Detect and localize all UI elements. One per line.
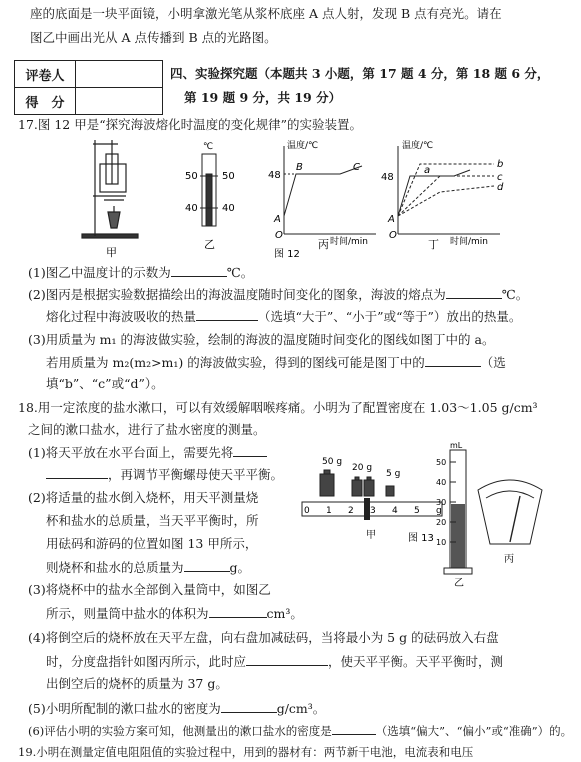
score-cell[interactable] <box>76 88 163 115</box>
q18-p3: (3)将烧杯中的盐水全部倒入量筒中，如图乙 <box>28 582 271 597</box>
ruler-tick-label: 5 <box>414 506 420 516</box>
label-yi-13: 乙 <box>454 578 464 589</box>
balance-dial <box>478 480 542 544</box>
ruler-tick-label: 1 <box>326 506 332 516</box>
grader-label: 评卷人 <box>15 61 76 88</box>
figure-12 <box>0 136 581 260</box>
q19-l1: 19.小明在测量定值电阻阻值的实验过程中，用到的器材有：两节新干电池，电流表和电压 <box>18 745 474 759</box>
thermo-unit: ℃ <box>203 142 214 152</box>
bing-xlabel: 时间/min <box>330 237 369 247</box>
q18-stem-1: 18.用一定浓度的盐水漱口，可以有效缓解咽喉疼痛。小明为了配置密度在 1.03～1.05 g/cm³ <box>18 400 538 415</box>
answer-blank-18-1b[interactable] <box>46 466 108 479</box>
q18-p2-d: 则烧杯和盐水的总质量为 g。 <box>46 560 251 575</box>
q17-p2: (2)图丙是根据实验数据描绘出的海波温度随时间变化的图象，海波的熔点为 ℃。 <box>28 287 529 302</box>
label-ding: 丁 <box>428 238 439 251</box>
weights <box>320 470 394 496</box>
ding-ylabel: 温度/℃ <box>402 141 434 151</box>
ding-48: 48 <box>381 172 394 183</box>
label-jia: 甲 <box>106 246 117 259</box>
q17-p3-cont: 若用质量为 m₂(m₂>m₁) 的海波做实验，得到的图线可能是图丁中的 （选 <box>46 355 506 370</box>
weight-5g: 5 g <box>386 469 401 479</box>
q17-p3: (3)用质量为 m₁ 的海波做实验，绘制的海波的温度随时间变化的图线如图丁中的 a。 <box>28 332 495 347</box>
fig13-caption: 图 13 <box>408 533 434 544</box>
q18-p1: (1)将天平放在水平台面上，需要先将 <box>28 444 267 461</box>
ding-A: A <box>388 214 395 225</box>
q18-p2: (2)将适量的盐水倒入烧杯，用天平测量烧 <box>28 490 259 505</box>
thermo-50-left: 50 <box>185 171 198 182</box>
q18-p2-c: 用砝码和游码的位置如图 13 甲所示， <box>46 536 258 551</box>
intro-line-2: 图乙中画出光从 A 点传播到 B 点的光路图。 <box>30 30 277 45</box>
answer-blank-18-1a[interactable] <box>233 444 267 457</box>
answer-blank-18-3[interactable] <box>209 605 267 618</box>
score-box <box>14 60 163 115</box>
ruler-tick-label: 0 <box>304 506 310 516</box>
label-yi: 乙 <box>204 238 215 251</box>
weight-50g: 50 g <box>322 457 343 467</box>
cylinder-tick-label: 10 <box>436 538 447 547</box>
answer-blank-18-5[interactable] <box>221 700 277 713</box>
cylinder-tick-label: 30 <box>436 498 447 507</box>
q18-p2-b: 杯和盐水的总质量，当天平平衡时，所 <box>46 513 259 528</box>
cylinder-tick-label: 40 <box>436 478 447 487</box>
graph-ding <box>398 146 500 234</box>
answer-blank-18-2[interactable] <box>184 559 230 572</box>
q18-p5: (5)小明所配制的漱口盐水的密度为 g/cm³。 <box>28 701 326 716</box>
bing-C: C <box>353 162 360 173</box>
graph-bing <box>284 146 376 234</box>
label-bing-13: 丙 <box>504 554 514 565</box>
bing-A: A <box>274 214 281 225</box>
weight-20g-1: 20 g <box>352 463 373 473</box>
thermometer <box>200 154 218 226</box>
label-jia-13: 甲 <box>366 530 376 541</box>
cylinder-unit: mL <box>450 441 463 450</box>
q18-p1-cont: ，再调节平衡螺母使天平平衡。 <box>46 466 283 483</box>
answer-blank-17-1[interactable] <box>171 264 227 277</box>
bing-ylabel: 温度/℃ <box>287 141 319 151</box>
bing-B: B <box>296 162 303 173</box>
cylinder-tick-label: 50 <box>436 458 447 467</box>
q17-stem: 17.图 12 甲是“探究海波熔化时温度的变化规律”的实验装置。 <box>18 117 363 132</box>
section-title-2: 第 19 题 9 分，共 19 分） <box>184 90 342 105</box>
ding-a: a <box>424 165 431 176</box>
ruler-tick-label: 3 <box>370 506 376 516</box>
apparatus-jia <box>82 140 138 238</box>
measuring-cylinder <box>444 450 472 574</box>
bing-48: 48 <box>268 170 281 181</box>
ding-O: O <box>389 230 397 241</box>
ding-d: d <box>497 182 504 193</box>
ruler-tick-label: 2 <box>348 506 354 516</box>
thermo-40-left: 40 <box>185 203 198 214</box>
ruler-tick-label: g <box>436 506 442 516</box>
intro-line-1: 座的底面是一块平面镜，小明拿激光笔从浆杯底座 A 点人射，发现 B 点有亮光。请在 <box>30 6 502 21</box>
q17-p2-cont: 熔化过程中海波吸收的热量 （选填“大于”、“小于”或“等于”）放出的热量。 <box>46 309 522 324</box>
label-bing: 丙 <box>318 238 329 251</box>
answer-blank-17-3[interactable] <box>196 308 258 321</box>
ruler-tick-label: 4 <box>392 506 398 516</box>
answer-blank-18-6[interactable] <box>332 722 376 735</box>
answer-blank-17-4[interactable] <box>425 354 481 367</box>
q17-p1: (1)图乙中温度计的示数为 ℃。 <box>28 265 254 280</box>
ding-c: c <box>497 172 503 183</box>
q18-p4: (4)将倒空后的烧杯放在天平左盘，向右盘加减砝码，当将最小为 5 g 的砝码放入右盘 <box>28 630 499 645</box>
q18-p6: (6)评估小明的实验方案可知，他测量出的漱口盐水的密度是 （选填“偏大”、“偏小”或“准确”）的。 <box>28 724 573 738</box>
ding-b: b <box>497 159 504 170</box>
rider[interactable] <box>364 498 370 520</box>
cylinder-tick-label: 20 <box>436 518 447 527</box>
thermo-40-right: 40 <box>222 203 235 214</box>
q18-stem-2: 之间的漱口盐水，进行了盐水密度的测量。 <box>28 422 266 437</box>
score-label: 得 分 <box>15 88 76 115</box>
thermo-50-right: 50 <box>222 171 235 182</box>
q18-p3-cont: 所示，则量筒中盐水的体积为 cm³。 <box>46 606 303 621</box>
q18-p4-cont: 时，分度盘指针如图丙所示，此时应 ，使天平平衡。天平平衡时，测 <box>46 654 504 669</box>
grader-cell[interactable] <box>76 61 163 88</box>
bing-O: O <box>275 230 283 241</box>
q17-p3-tail: 填“b”、“c”或“d”）。 <box>46 376 164 391</box>
answer-blank-18-4[interactable] <box>246 653 328 666</box>
q18-p4-tail: 出倒空后的烧杯的质量为 37 g。 <box>46 676 228 691</box>
answer-blank-17-2[interactable] <box>446 286 502 299</box>
section-title-1: 四、实验探究题（本题共 3 小题，第 17 题 4 分，第 18 题 6 分， <box>170 66 550 81</box>
fig12-caption: 图 12 <box>274 249 300 260</box>
figure-13 <box>300 440 570 600</box>
ding-xlabel: 时间/min <box>450 237 489 247</box>
